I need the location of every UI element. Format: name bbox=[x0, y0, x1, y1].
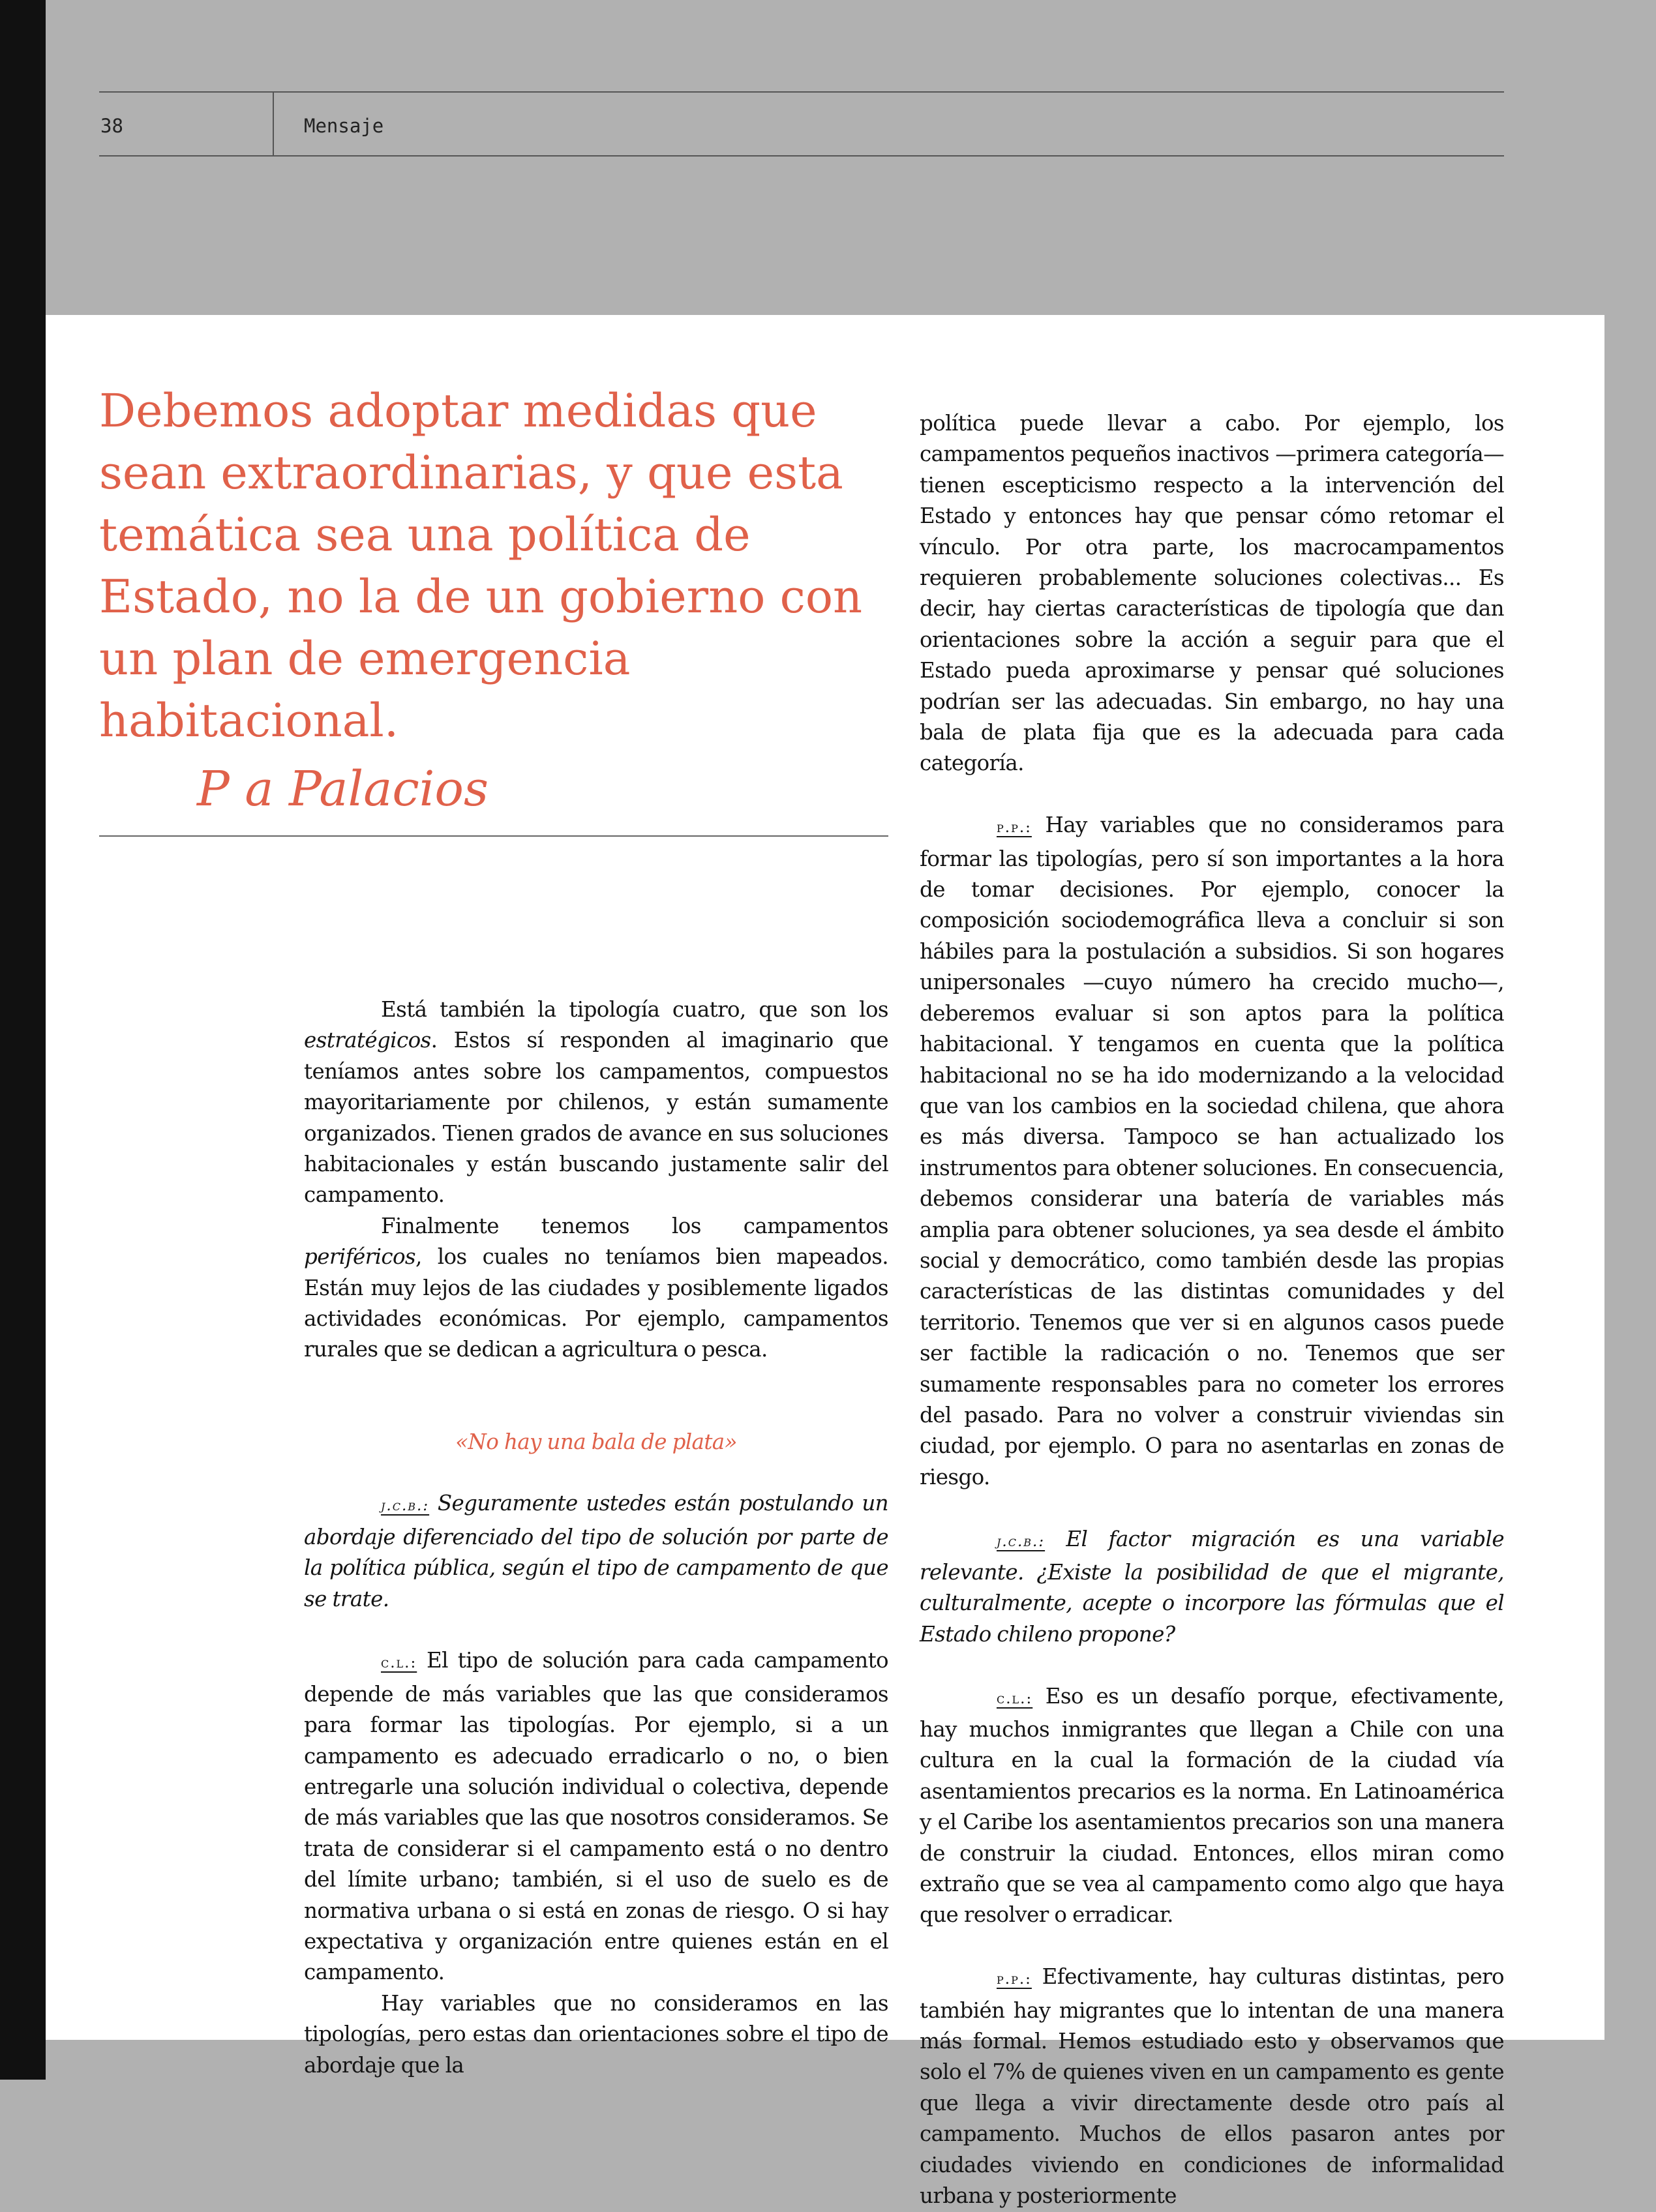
paragraph: Hay variables que no consideramos en las tipologías, pero estas dan orientaciones sobre el tipo de abordaje que la bbox=[304, 1990, 888, 2078]
pull-quote-author: P a Palacios bbox=[197, 761, 489, 817]
answer: p.p.: Hay variables que no consideramos para formar las tipologías, pero sí son importantes a la hora de tomar decisiones. Por ejemplo, conocer la composición sociodemográfica lleva a concluir si son hábiles para la postulación a subsidios. Si son hogares unipersonales —cuyo número ha crecido mucho—, deberemos evaluar si son aptos para la política habitacional. Y tengamos en cuenta que la política habitacional no se ha ido modernizando a la velocidad que van los cambios en la sociedad chilena, que ahora es más diversa. Tampoco se han actualizado los instrumentos para obtener soluciones. En consecuencia, debemos considerar una batería de variables más amplia para obtener soluciones, ya sea desde el ámbito social y democrático, como también desde las propias características de las distintas comunidades y del territorio. Tenemos que ver si en algunos casos puede ser factible la radicación o no. Tenemos que ser sumamente responsables para no cometer los errores del pasado. Para no volver a construir viviendas sin ciudad, por ejemplo. O para no asentarlas en zonas de riesgo. bbox=[920, 813, 1504, 1489]
page-number: 38 bbox=[100, 115, 123, 137]
black-edge bbox=[0, 0, 46, 2080]
speaker-label: p.p.: bbox=[997, 819, 1032, 837]
speaker-label: c.l.: bbox=[997, 1690, 1033, 1707]
running-header bbox=[99, 91, 1504, 157]
question: j.c.b.: Seguramente ustedes están postulando un abordaje diferenciado del tipo de solución por parte de la política pública, según el tipo de campamento de que se trate. bbox=[304, 1491, 888, 1611]
pull-quote-rule bbox=[99, 835, 888, 837]
answer: c.l.: Eso es un desafío porque, efectivamente, hay muchos inmigrantes que llegan a Chile con una cultura en la cual la formación de la ciudad vía asentamientos precarios es la norma. En Latinoamérica y el Caribe los asentamientos precarios son una manera de construir la ciudad. Entonces, ellos miran como extraño que se vea al campamento como algo que haya que resolver o erradicar. bbox=[920, 1683, 1504, 1928]
paragraph: Finalmente tenemos los campamentos periféricos, los cuales no teníamos bien mapeados. Están muy lejos de las ciudades y posiblemente ligados actividades económicas. Por ejemplo, campamentos rurales que se dedican a agricultura o pesca. bbox=[304, 1213, 888, 1362]
speaker-label: c.l.: bbox=[381, 1654, 417, 1672]
answer: p.p.: Efectivamente, hay culturas distintas, pero también hay migrantes que lo intentan de una manera más formal. Hemos estudiado esto y observamos que solo el 7% de quienes viven en un campamento es gente que llega a vivir directamente desde otro país al campamento. Muchos de ellos pasaron antes por ciudades viviendo en condiciones de informalidad urbana y posteriormente bbox=[920, 1964, 1504, 2209]
right-column bbox=[920, 408, 1504, 2212]
question: j.c.b.: El factor migración es una variable relevante. ¿Existe la posibilidad de que el migrante, culturalmente, acepte o incorpore las fórmulas que el Estado chileno propone? bbox=[920, 1526, 1504, 1647]
section-subheading: «No hay una bala de plata» bbox=[455, 1429, 737, 1454]
speaker-label: p.p.: bbox=[997, 1971, 1032, 1988]
speaker-label: j.c.b.: bbox=[997, 1532, 1046, 1550]
answer: c.l.: El tipo de solución para cada campamento depende de más variables que las que consideramos para formar las tipologías. Por ejemplo, si a un campamento es adecuado erradicarlo o no, o bien entregarle una solución individual o colectiva, depende de más variables que las que nosotros consideramos. Se trata de considerar si el campamento está o no dentro del límite urbano; también, si el uso de suelo es de normativa urbana o si está en zonas de riesgo. O si hay expectativa y organización entre quienes están en el campamento. bbox=[304, 1648, 888, 1985]
pull-quote: Debemos adoptar medidas que sean extraordinarias, y que esta temática sea una política de Estado, no la de un gobierno con un plan de emergencia habitacional. bbox=[99, 384, 863, 747]
magazine-name: Mensaje bbox=[304, 115, 384, 137]
speaker-label: j.c.b.: bbox=[381, 1497, 430, 1515]
header-divider bbox=[273, 93, 274, 155]
paragraph: Está también la tipología cuatro, que son los estratégicos. Estos sí responden al imaginario que teníamos antes sobre los campamentos, compuestos mayoritariamente por chilenos, y están sumamente organizados. Tienen grados de avance en sus soluciones habitacionales y están buscando justamente salir del campamento. bbox=[304, 997, 888, 1208]
page-sheet bbox=[46, 315, 1604, 2209]
paragraph: política puede llevar a cabo. Por ejemplo, los campamentos pequeños inactivos —primera categoría— tienen escepticismo respecto a la intervención del Estado y entonces hay que pensar cómo retomar el vínculo. Por otra parte, los macrocampamentos requieren probablemente soluciones colectivas... Es decir, hay ciertas características de tipología que dan orientaciones sobre la acción a seguir para que el Estado pueda aproximarse y pensar qué soluciones podrían ser las adecuadas. Sin embargo, no hay una bala de plata fija que es la adecuada para cada categoría. bbox=[920, 411, 1504, 776]
left-column bbox=[304, 994, 888, 2081]
